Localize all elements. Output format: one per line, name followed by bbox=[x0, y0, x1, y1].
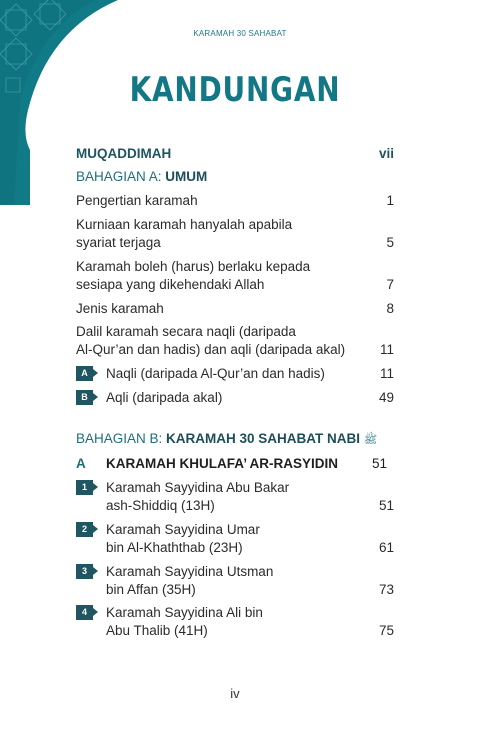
toc-line: bin Affan (35H) bbox=[106, 582, 196, 597]
item-badge: 4 bbox=[76, 605, 93, 620]
subentry-badge: A bbox=[76, 366, 93, 381]
toc-item[interactable] bbox=[76, 479, 394, 515]
part-prefix: BAHAGIAN A: bbox=[76, 169, 166, 184]
toc-page: 11 bbox=[379, 342, 394, 357]
item-badge: 3 bbox=[76, 564, 93, 579]
toc-item[interactable] bbox=[76, 604, 394, 640]
toc-page: 61 bbox=[378, 540, 394, 555]
item-badge: 1 bbox=[76, 480, 93, 495]
toc-page: vii bbox=[378, 146, 394, 161]
toc-line: Pengertian karamah bbox=[76, 193, 198, 208]
toc-page: 8 bbox=[386, 301, 394, 316]
toc-entry[interactable] bbox=[76, 300, 394, 318]
part-name: KARAMAH 30 SAHABAT NABI bbox=[166, 431, 361, 446]
toc-item[interactable] bbox=[76, 563, 394, 599]
part-b-heading bbox=[76, 430, 394, 449]
running-header: KARAMAH 30 SAHABAT bbox=[193, 29, 287, 38]
toc-item[interactable] bbox=[76, 521, 394, 557]
toc-page: 49 bbox=[378, 390, 394, 405]
toc-page: 1 bbox=[386, 193, 394, 208]
toc-subentry[interactable] bbox=[76, 365, 394, 383]
toc-line: Naqli (daripada Al-Qur’an dan hadis) bbox=[106, 366, 325, 381]
page-number: iv bbox=[230, 686, 240, 701]
part-prefix: BAHAGIAN B: bbox=[76, 431, 167, 446]
toc-line: bin Al-Khaththab (23H) bbox=[106, 540, 243, 555]
toc-page: 51 bbox=[371, 456, 387, 471]
toc-page: 75 bbox=[378, 623, 394, 638]
toc-page: 7 bbox=[386, 277, 394, 292]
toc-entry[interactable] bbox=[76, 323, 394, 359]
toc-label: MUQADDIMAH bbox=[76, 146, 172, 161]
section-letter: A bbox=[76, 456, 86, 471]
part-name: UMUM bbox=[165, 169, 208, 184]
toc-line: Kurniaan karamah hanyalah apabila bbox=[76, 217, 293, 232]
toc-line: Abu Thalib (41H) bbox=[106, 623, 208, 638]
honorific-glyph: ﷺ bbox=[363, 434, 378, 446]
toc-muqaddimah[interactable] bbox=[76, 145, 394, 163]
toc-entry[interactable] bbox=[76, 216, 394, 252]
toc-entry[interactable] bbox=[76, 192, 394, 210]
toc-entry[interactable] bbox=[76, 258, 394, 294]
toc-section[interactable] bbox=[76, 455, 390, 473]
toc-line: Al-Qur’an dan hadis) dan aqli (daripada akal) bbox=[76, 342, 346, 357]
toc-subentry[interactable] bbox=[76, 389, 394, 407]
toc-line: sesiapa yang dikehendaki Allah bbox=[76, 277, 265, 292]
toc-line: Aqli (daripada akal) bbox=[106, 390, 223, 405]
toc-line: Karamah Sayyidina Utsman bbox=[106, 564, 274, 579]
toc-line: Karamah boleh (harus) berlaku kepada bbox=[76, 259, 311, 274]
toc-line: Dalil karamah secara naqli (daripada bbox=[76, 324, 296, 339]
toc-page: 5 bbox=[386, 235, 394, 250]
page-title: KANDUNGAN bbox=[129, 70, 341, 110]
toc-line: Karamah Sayyidina Umar bbox=[106, 522, 260, 537]
toc-line: syariat terjaga bbox=[76, 235, 161, 250]
section-title: KARAMAH KHULAFA’ AR-RASYIDIN bbox=[106, 456, 338, 471]
toc-page: 73 bbox=[378, 582, 394, 597]
subentry-badge: B bbox=[76, 390, 93, 405]
toc-line: Karamah Sayyidina Ali bin bbox=[106, 605, 263, 620]
toc-page: 51 bbox=[378, 498, 394, 513]
toc-page: 11 bbox=[379, 366, 394, 381]
item-badge: 2 bbox=[76, 522, 93, 537]
part-a-heading bbox=[76, 168, 394, 186]
toc-line: Jenis karamah bbox=[76, 301, 164, 316]
toc-line: Karamah Sayyidina Abu Bakar bbox=[106, 480, 290, 495]
toc-line: ash-Shiddiq (13H) bbox=[106, 498, 215, 513]
